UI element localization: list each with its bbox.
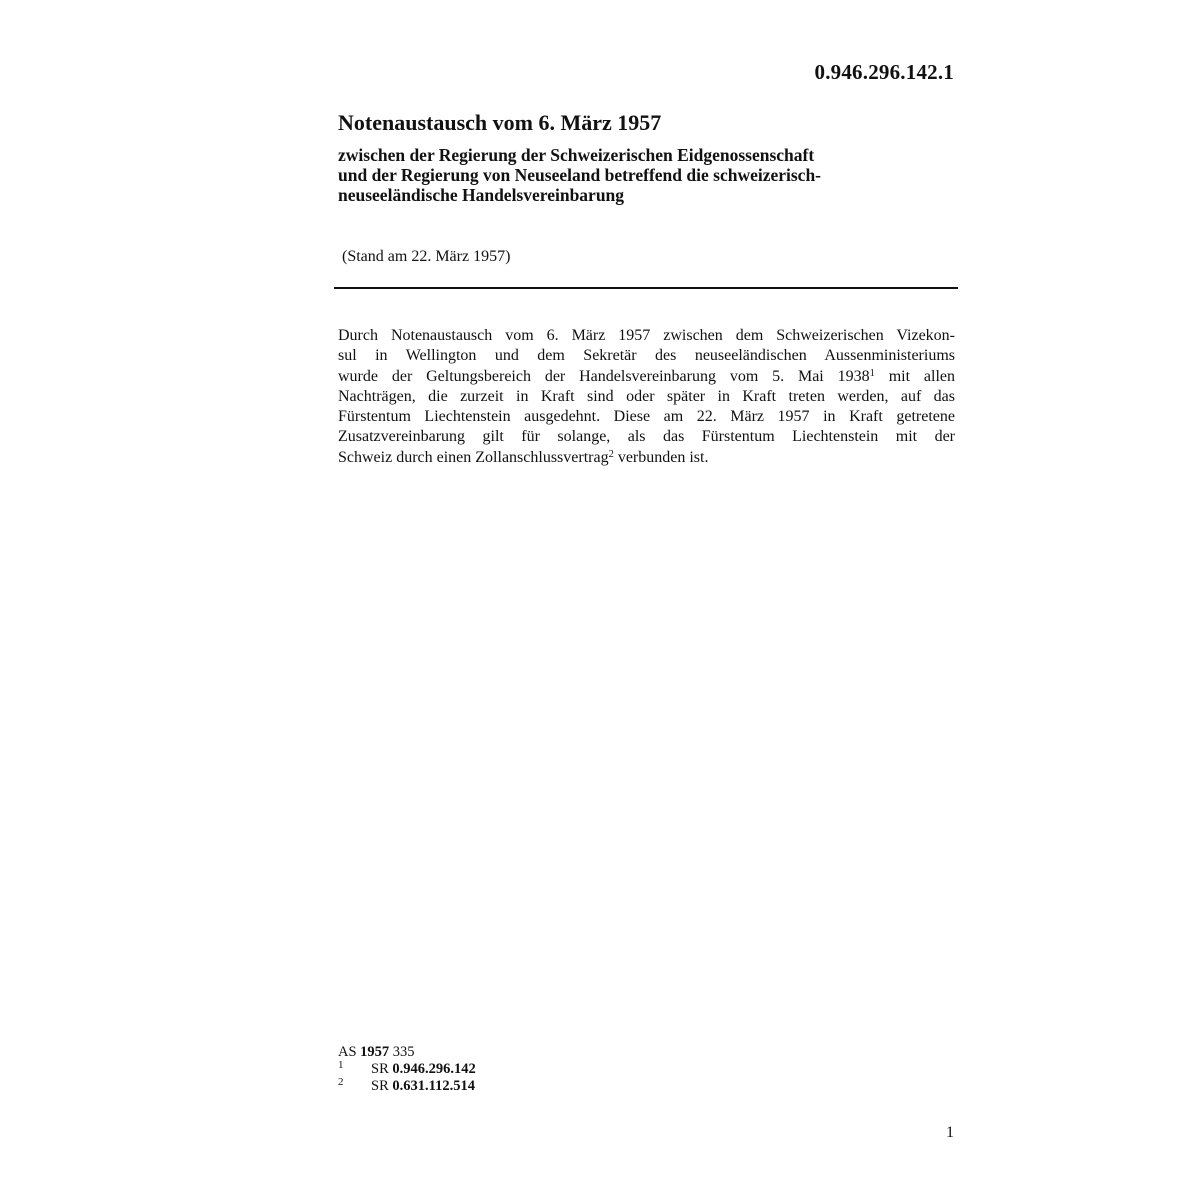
- footnote-prefix: SR: [371, 1061, 393, 1077]
- sr-number: 0.946.296.142.1: [814, 60, 954, 84]
- footnote-text: [371, 1061, 476, 1078]
- footnote-prefix: SR: [371, 1078, 393, 1094]
- page-number: 1: [946, 1124, 954, 1141]
- body-text-segment: verbunden ist.: [613, 448, 709, 466]
- as-page: 335: [389, 1044, 415, 1060]
- status-date: (Stand am 22. März 1957): [342, 248, 511, 265]
- body-line: Nachträgen, die zurzeit in Kraft sind oder später in Kraft treten werden, auf das: [338, 387, 955, 405]
- body-text-segment: mit allen: [874, 367, 956, 385]
- footnote-number: 1: [338, 1059, 344, 1071]
- footnote-1: [338, 1059, 476, 1078]
- body-line: [338, 367, 955, 387]
- as-reference: [338, 1043, 415, 1061]
- subtitle-line: neuseeländische Handelsvereinbarung: [338, 185, 625, 205]
- document-title: Notenaustausch vom 6. März 1957: [338, 110, 662, 135]
- footnote-reference-2[interactable]: 2: [608, 448, 614, 460]
- as-prefix: AS: [338, 1044, 361, 1060]
- title-divider: [334, 287, 958, 289]
- body-text-segment: wurde der Geltungsbereich der Handelsvereinbarung vom 5. Mai 1938: [338, 367, 870, 385]
- footnote-text: [371, 1078, 475, 1095]
- as-year: 1957: [360, 1044, 390, 1060]
- body-text-segment: Schweiz durch einen Zollanschlussvertrag: [338, 448, 609, 466]
- footnote-sr-link[interactable]: 0.946.296.142: [392, 1061, 476, 1077]
- body-line: [338, 448, 955, 468]
- footnote-sr-link[interactable]: 0.631.112.514: [392, 1078, 475, 1094]
- body-line: sul in Wellington und dem Sekretär des neuseeländischen Aussenministeriums: [338, 347, 955, 365]
- body-line: Zusatzvereinbarung gilt für solange, als das Fürstentum Liechtenstein mit der: [338, 428, 955, 446]
- document-subtitle: [338, 145, 938, 205]
- body-paragraph: [338, 326, 955, 468]
- footnotes-section: [338, 1043, 476, 1095]
- subtitle-line: und der Regierung von Neuseeland betreffend die schweizerisch-: [338, 165, 822, 185]
- subtitle-line: zwischen der Regierung der Schweizerischen Eidgenossenschaft: [338, 145, 815, 165]
- footnote-2: [338, 1076, 475, 1095]
- footnote-reference-1[interactable]: 1: [869, 367, 875, 379]
- footnote-number: 2: [338, 1076, 344, 1088]
- body-line: Fürstentum Liechtenstein ausgedehnt. Diese am 22. März 1957 in Kraft getretene: [338, 408, 955, 426]
- body-line: Durch Notenaustausch vom 6. März 1957 zwischen dem Schweizerischen Vizekon-: [338, 327, 955, 344]
